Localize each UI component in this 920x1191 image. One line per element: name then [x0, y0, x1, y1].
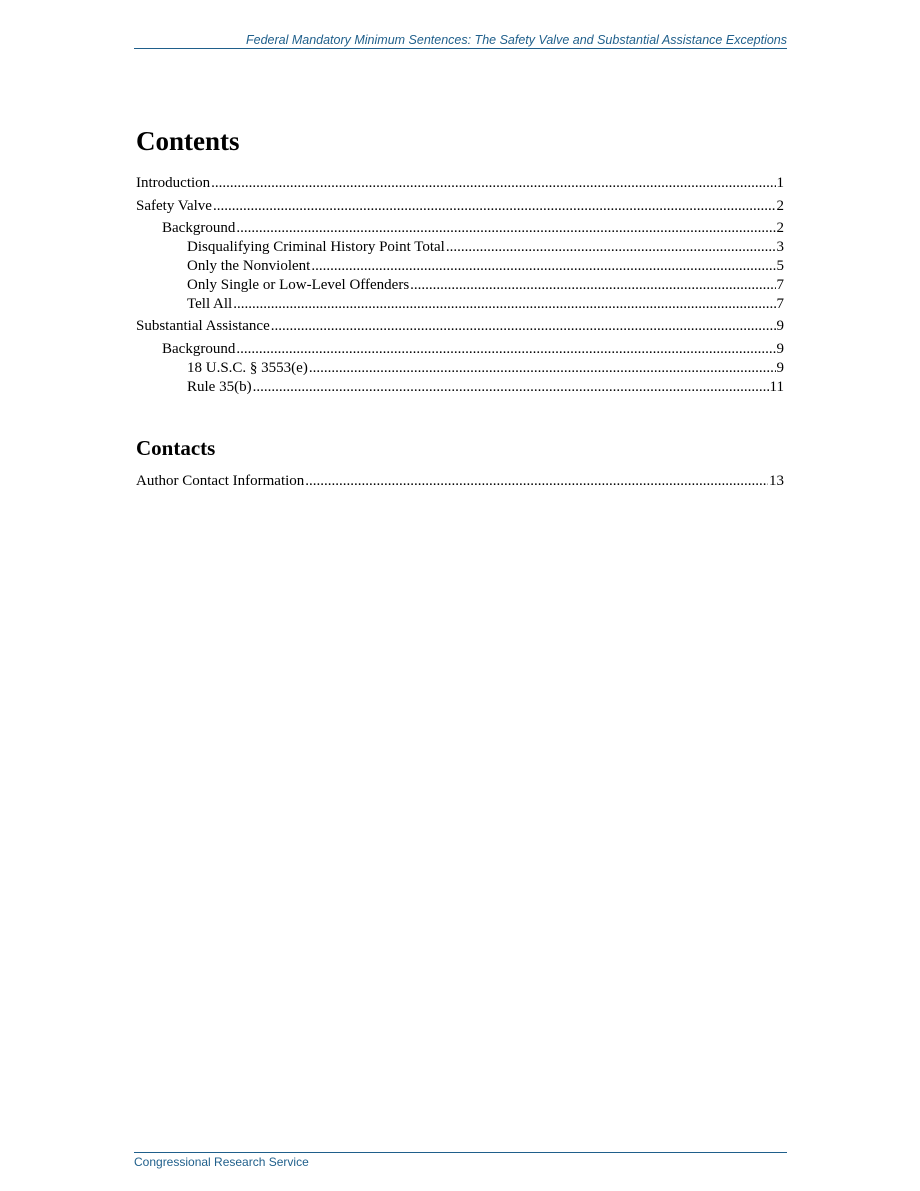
toc-leader-dots	[253, 378, 769, 396]
toc-leader-dots	[233, 295, 775, 313]
toc-entry-title: Only the Nonviolent	[187, 258, 311, 274]
running-header: Federal Mandatory Minimum Sentences: The Safety Valve and Substantial Assistance Exceptions	[134, 33, 787, 49]
toc-entry-page: 9	[776, 360, 784, 376]
toc-entry-disqualifying-criminal-history[interactable]	[187, 238, 784, 256]
toc-entry-page: 1	[776, 175, 784, 191]
toc-entry-title: Background	[162, 341, 236, 357]
toc-entry-page: 9	[776, 318, 784, 334]
toc-leader-dots	[309, 359, 776, 377]
toc-entry-title: Disqualifying Criminal History Point Total	[187, 239, 445, 255]
toc-entry-introduction[interactable]	[136, 174, 784, 192]
toc-leader-dots	[410, 276, 775, 294]
toc-entry-only-the-nonviolent[interactable]	[187, 257, 784, 275]
toc-entry-tell-all[interactable]	[187, 295, 784, 313]
toc-entry-rule-35b[interactable]	[187, 378, 784, 396]
toc-entry-page: 13	[769, 473, 784, 489]
running-footer: Congressional Research Service	[134, 1152, 787, 1169]
toc-leader-dots	[213, 197, 776, 215]
toc-entry-page: 9	[776, 341, 784, 357]
toc-entry-title: Substantial Assistance	[136, 318, 270, 334]
contacts-heading: Contacts	[136, 436, 216, 460]
toc-entry-usc-3553e[interactable]	[187, 359, 784, 377]
toc-entry-author-contact-information[interactable]	[136, 472, 784, 490]
toc-leader-dots	[271, 317, 776, 335]
toc-leader-dots	[236, 219, 775, 237]
toc-entry-title: Tell All	[187, 296, 233, 312]
toc-leader-dots	[211, 174, 775, 192]
toc-entry-page: 2	[776, 198, 784, 214]
toc-entry-title: Safety Valve	[136, 198, 212, 214]
toc-entry-safety-valve[interactable]	[136, 197, 784, 215]
toc-entry-page: 2	[776, 220, 784, 236]
toc-entry-page: 11	[769, 379, 784, 395]
toc-leader-dots	[446, 238, 776, 256]
toc-entry-page: 7	[776, 296, 784, 312]
toc-entry-title: 18 U.S.C. § 3553(e)	[187, 360, 308, 376]
toc-entry-title: Rule 35(b)	[187, 379, 252, 395]
toc-entry-background-2[interactable]	[162, 340, 784, 358]
toc-entry-page: 7	[776, 277, 784, 293]
toc-entry-title: Background	[162, 220, 236, 236]
toc-entry-title: Author Contact Information	[136, 473, 305, 489]
toc-leader-dots	[311, 257, 775, 275]
contents-heading: Contents	[136, 126, 240, 156]
toc-entry-page: 3	[776, 239, 784, 255]
toc-entry-title: Introduction	[136, 175, 211, 191]
toc-entry-background-1[interactable]	[162, 219, 784, 237]
toc-entry-page: 5	[776, 258, 784, 274]
toc-leader-dots	[305, 472, 768, 490]
toc-entry-substantial-assistance[interactable]	[136, 317, 784, 335]
toc-entry-only-single-or-low-level[interactable]	[187, 276, 784, 294]
toc-entry-title: Only Single or Low-Level Offenders	[187, 277, 410, 293]
toc-leader-dots	[236, 340, 775, 358]
